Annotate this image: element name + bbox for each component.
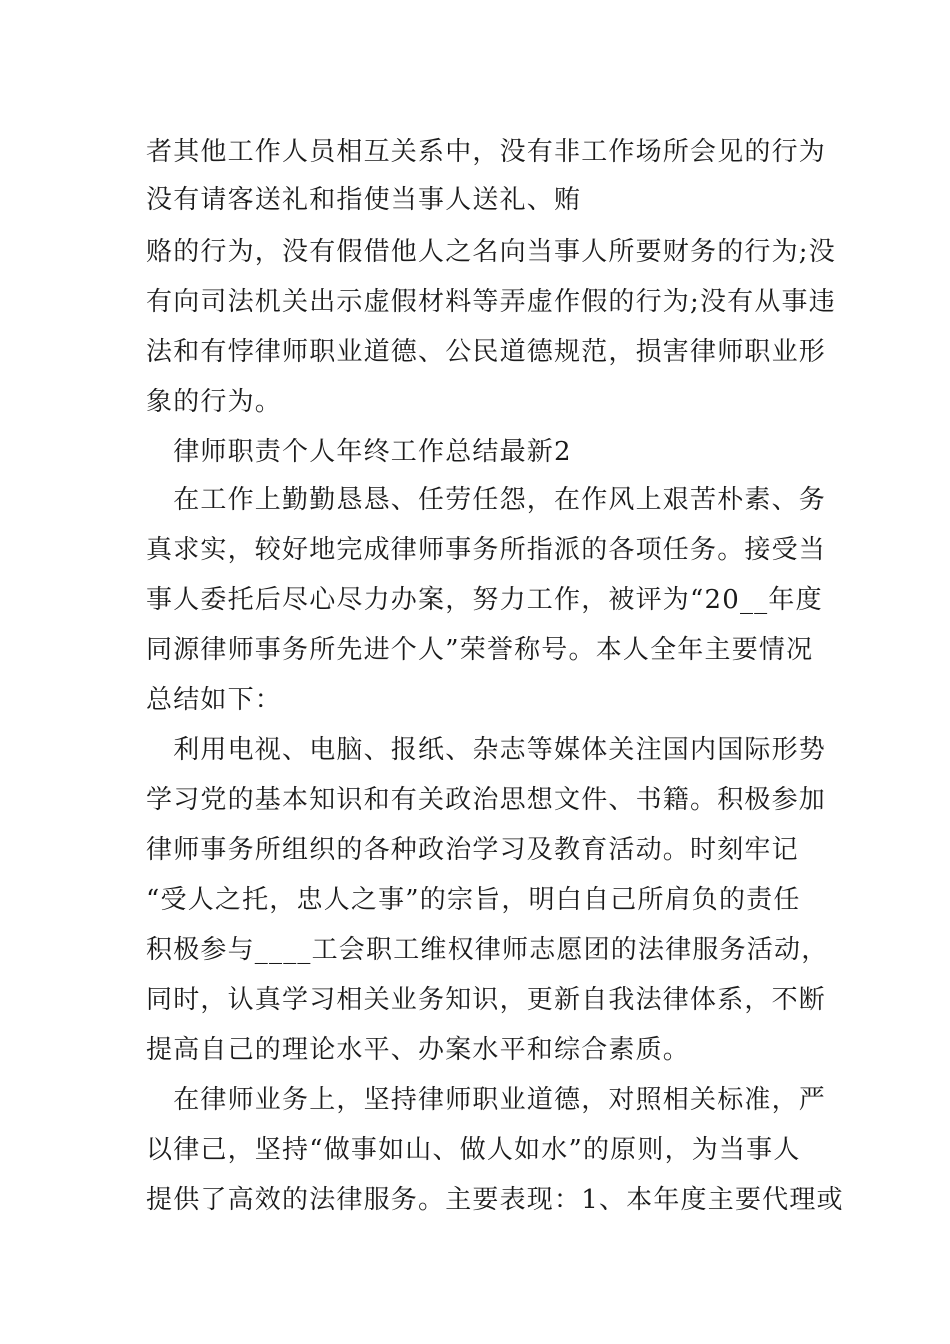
text-line: 事人委托后尽心尽力办案，努力工作，被评为“20__年度 — [146, 585, 823, 615]
text-line: “受人之托，忠人之事”的宗旨，明白自己所肩负的责任 — [146, 885, 801, 915]
text-line: 没有请客送礼和指使当事人送礼、贿 — [146, 185, 582, 215]
text-line: 同源律师事务所先进个人”荣誉称号。本人全年主要情况 — [146, 635, 814, 665]
text-line: 同时，认真学习相关业务知识，更新自我法律体系，不断 — [146, 985, 827, 1015]
text-line: 赂的行为，没有假借他人之名向当事人所要财务的行为;没 — [146, 237, 836, 267]
text-line: 象的行为。 — [146, 387, 283, 417]
text-line: 总结如下： — [146, 685, 283, 715]
text-line: 积极参与____工会职工维权律师志愿团的法律服务活动， — [146, 935, 829, 965]
text-line: 利用电视、电脑、报纸、杂志等媒体关注国内国际形势 — [146, 735, 827, 765]
text-line: 以律己，坚持“做事如山、做人如水”的原则，为当事人 — [146, 1135, 801, 1165]
text-line: 法和有悖律师职业道德、公民道德规范，损害律师职业形 — [146, 337, 827, 367]
text-line: 真求实，较好地完成律师事务所指派的各项任务。接受当 — [146, 535, 827, 565]
text-line: 提高自己的理论水平、办案水平和综合素质。 — [146, 1035, 691, 1065]
text-line: 有向司法机关出示虚假材料等弄虚作假的行为;没有从事违 — [146, 287, 836, 317]
text-line: 者其他工作人员相互关系中，没有非工作场所会见的行为 — [146, 137, 827, 167]
text-line: 提供了高效的法律服务。主要表现：1、本年度主要代理或 — [146, 1185, 844, 1215]
text-line: 在律师业务上，坚持律师职业道德，对照相关标准，严 — [146, 1085, 827, 1115]
text-line: 在工作上勤勤恳恳、任劳任怨，在作风上艰苦朴素、务 — [146, 485, 827, 515]
section-heading: 律师职责个人年终工作总结最新2 — [146, 437, 572, 467]
text-line: 学习党的基本知识和有关政治思想文件、书籍。积极参加 — [146, 785, 827, 815]
text-line: 律师事务所组织的各种政治学习及教育活动。时刻牢记 — [146, 835, 799, 865]
